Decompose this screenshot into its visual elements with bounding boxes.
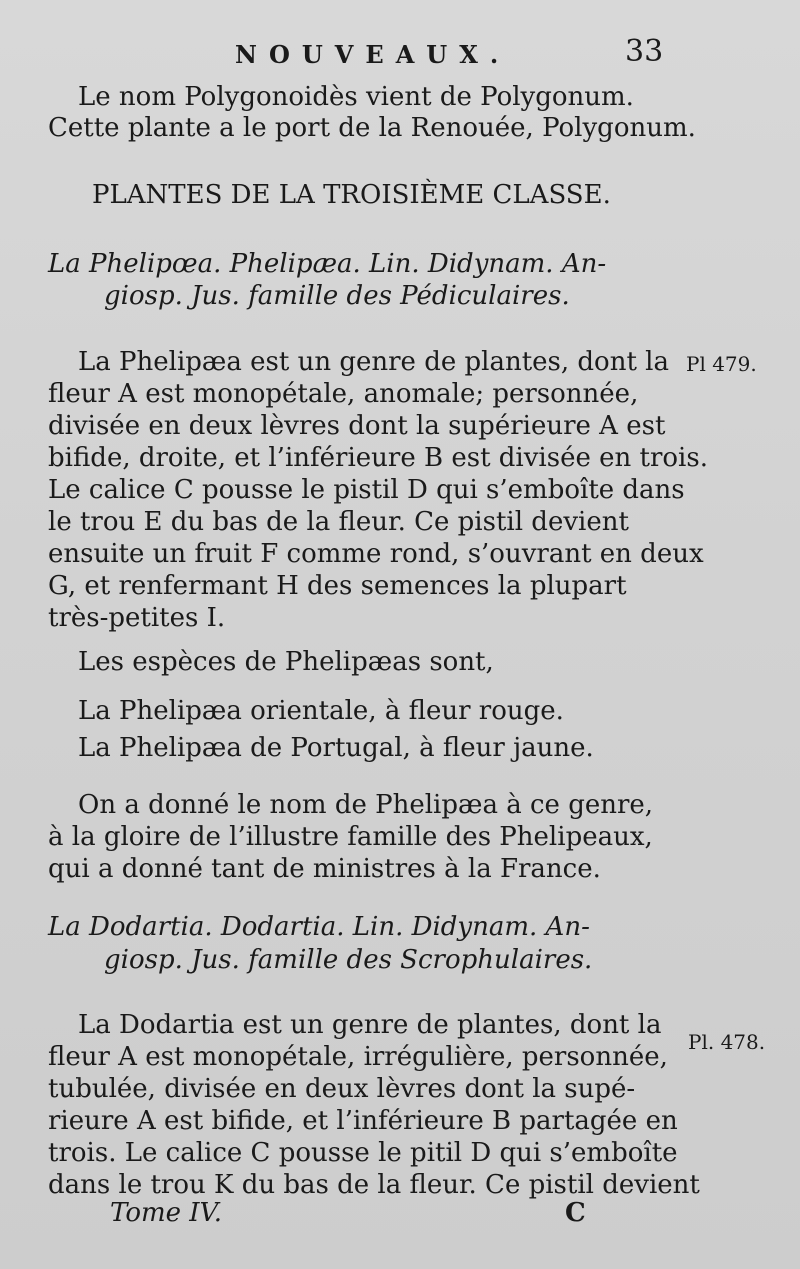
genus-heading: La Dodartia. Dodartia. Lin. Didynam. An- [48,912,590,942]
signature-mark: C [565,1198,586,1228]
genus-heading: giosp. Jus. famille des Scrophulaires. [104,945,593,975]
text-line: fleur A est monopétale, irrégulière, personnée, [48,1042,668,1072]
text-line: Le nom Polygonoidès vient de Polygonum. [78,82,634,112]
text-line: Le calice C pousse le pistil D qui s’emboîte dans [48,475,685,505]
text-line: On a donné le nom de Phelipæa à ce genre, [78,790,654,820]
text-line: G, et renfermant H des semences la plupart [48,571,627,601]
running-title: NOUVEAUX. [235,40,511,69]
plate-reference: Pl 479. [686,352,757,376]
section-heading: PLANTES DE LA TROISIÈME CLASSE. [92,180,611,210]
text-line: tubulée, divisée en deux lèvres dont la supé- [48,1074,636,1104]
page-number: 33 [625,34,664,69]
text-line: La Phelipæa de Portugal, à fleur jaune. [78,733,594,763]
text-line: divisée en deux lèvres dont la supérieure A est [48,411,666,441]
plate-reference: Pl. 478. [688,1030,766,1054]
text-line: trois. Le calice C pousse le pitil D qui s’emboîte [48,1138,678,1168]
text-line: qui a donné tant de ministres à la France. [48,854,601,884]
running-header [0,30,800,70]
text-line: Les espèces de Phelipæas sont, [78,647,494,677]
text-line: La Dodartia est un genre de plantes, dont la [78,1010,662,1040]
text-line: rieure A est bifide, et l’inférieure B partagée en [48,1106,678,1136]
volume-label: Tome IV. [110,1198,223,1228]
text-line: le trou E du bas de la fleur. Ce pistil devient [48,507,629,537]
text-line: La Phelipæa orientale, à fleur rouge. [78,696,564,726]
page-footer [0,1198,800,1238]
text-line: Cette plante a le port de la Renouée, Polygonum. [48,113,696,143]
text-line: fleur A est monopétale, anomale; personnée, [48,379,639,409]
text-line: ensuite un fruit F comme rond, s’ouvrant en deux [48,539,704,569]
text-line: très-petites I. [48,603,226,633]
text-line: La Phelipæa est un genre de plantes, dont la [78,347,669,377]
genus-heading: La Phelipœa. Phelipæa. Lin. Didynam. An- [48,249,607,279]
text-line: à la gloire de l’illustre famille des Phelipeaux, [48,822,653,852]
genus-heading: giosp. Jus. famille des Pédiculaires. [104,281,570,311]
text-line: dans le trou K du bas de la fleur. Ce pistil devient [48,1170,700,1200]
text-line: bifide, droite, et l’inférieure B est divisée en trois. [48,443,708,473]
